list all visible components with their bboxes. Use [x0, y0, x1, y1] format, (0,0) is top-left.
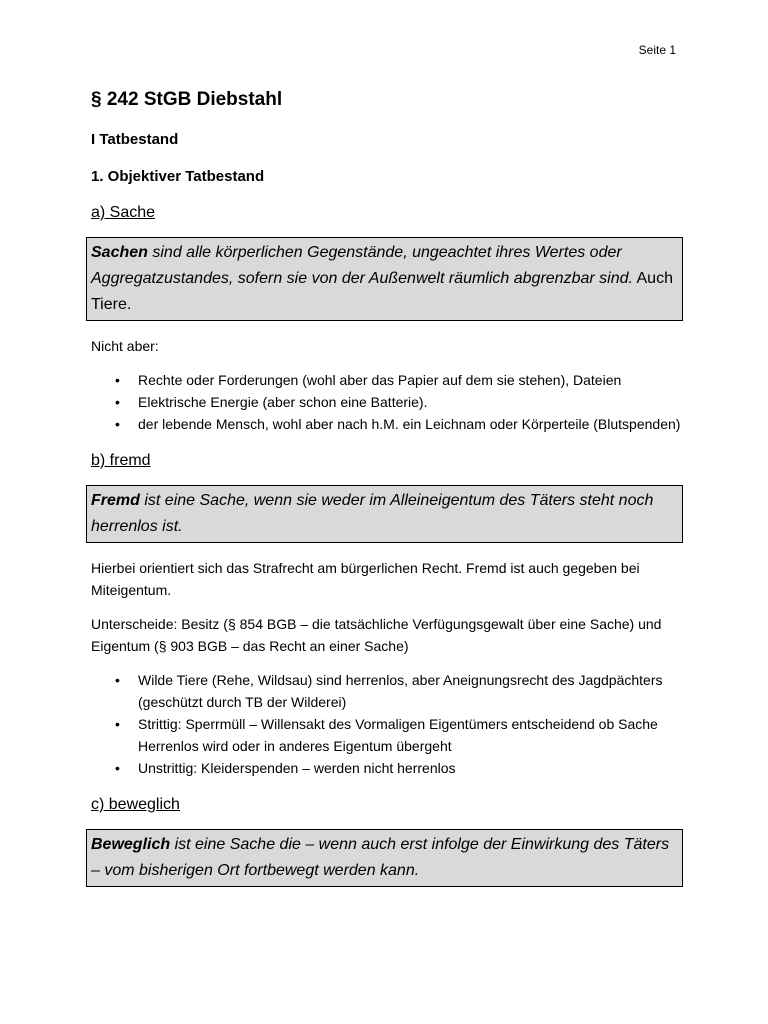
paragraph-distinction: Unterscheide: Besitz (§ 854 BGB – die tatsächliche Verfügungsgewalt über eine Sache) und Eigentum (§ 903 BGB – das Recht an einer Sache) — [91, 616, 662, 654]
definition-term: Sachen — [91, 244, 148, 261]
page-number: Seite 1 — [638, 43, 676, 57]
list-item-text: Wilde Tiere (Rehe, Wildsau) sind herrenlos, aber Aneignungsrecht des Jagdpächters (geschützt durch TB der Wilderei) — [138, 672, 663, 710]
definition-text: ist eine Sache die – wenn auch erst infolge der Einwirkung des Täters – vom bisherigen Ort fortbewegt werden kann. — [91, 836, 670, 879]
heading-sache: a) Sache — [91, 204, 156, 221]
list-item — [91, 369, 683, 391]
document-body — [91, 88, 683, 887]
bullet-list-fremd — [91, 669, 683, 779]
bullet-list-sache — [91, 369, 683, 435]
heading-beweglich: c) beweglich — [91, 796, 180, 813]
list-item — [91, 391, 683, 413]
definition-term: Beweglich — [91, 836, 171, 853]
definition-text: sind alle körperlichen Gegenstände, ungeachtet ihres Wertes oder Aggregatzustandes, sofern sie von der Außenwelt räumlich abgrenzbar sind. — [91, 244, 633, 287]
list-item-text: der lebende Mensch, wohl aber nach h.M. ein Leichnam oder Körperteile (Blutspenden) — [138, 416, 681, 432]
paragraph-civil-law: Hierbei orientiert sich das Strafrecht am bürgerlichen Recht. Fremd ist auch gegeben bei Miteigentum. — [91, 560, 640, 598]
list-item-text: Rechte oder Forderungen (wohl aber das Papier auf dem sie stehen), Dateien — [138, 372, 622, 388]
list-item — [91, 669, 683, 713]
definition-term: Fremd — [91, 492, 140, 509]
bullet-icon: • — [115, 372, 120, 388]
section-heading: I Tatbestand — [91, 131, 179, 148]
list-item — [91, 757, 683, 779]
definition-box-fremd — [86, 485, 683, 543]
definition-box-beweglich — [86, 829, 683, 887]
list-item — [91, 413, 683, 435]
list-item-text: Elektrische Energie (aber schon eine Batterie). — [138, 394, 428, 410]
intro-text: Nicht aber: — [91, 338, 159, 354]
list-item — [91, 713, 683, 757]
list-item-text: Unstrittig: Kleiderspenden – werden nicht herrenlos — [138, 760, 456, 776]
bullet-icon: • — [115, 394, 120, 410]
heading-fremd: b) fremd — [91, 452, 151, 469]
definition-text: ist eine Sache, wenn sie weder im Alleineigentum des Täters steht noch herrenlos ist. — [91, 492, 654, 535]
subsection-heading: 1. Objektiver Tatbestand — [91, 168, 265, 185]
document-title: § 242 StGB Diebstahl — [91, 89, 283, 110]
bullet-icon: • — [115, 672, 120, 688]
bullet-icon: • — [115, 716, 120, 732]
list-item-text: Strittig: Sperrmüll – Willensakt des Vormaligen Eigentümers entscheidend ob Sache Herrenlos wird oder in anderes Eigentum übergeht — [138, 716, 658, 754]
definition-box-sache — [86, 237, 683, 321]
bullet-icon: • — [115, 760, 120, 776]
definition-extra: Auch Tiere. — [91, 270, 673, 313]
bullet-icon: • — [115, 416, 120, 432]
